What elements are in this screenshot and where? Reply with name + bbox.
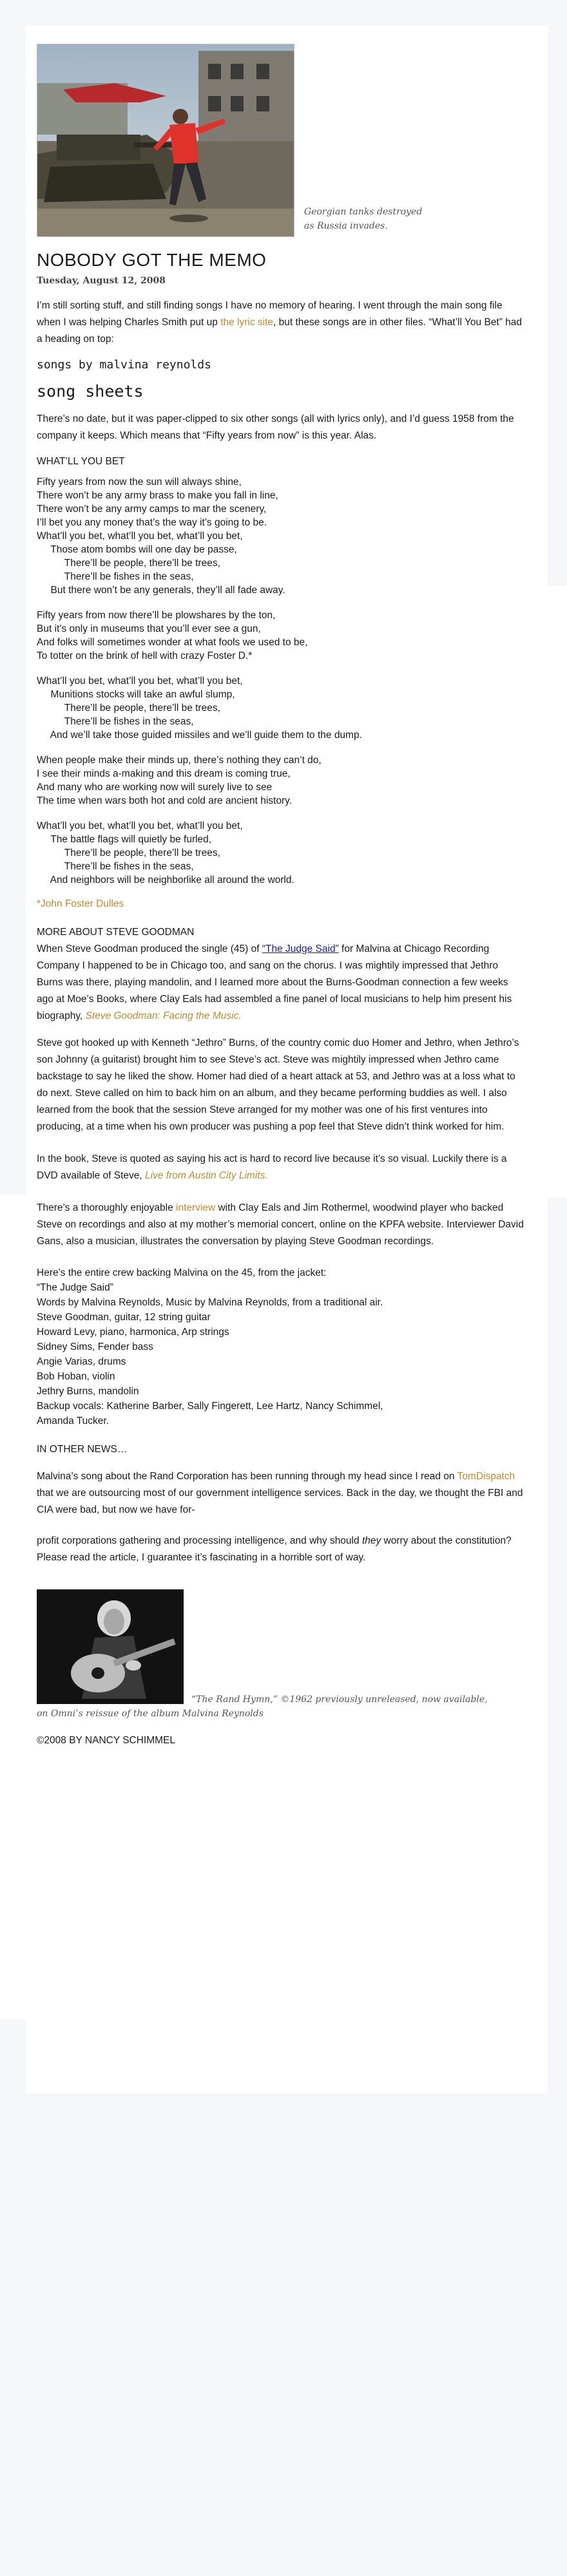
crew-line: “The Judge Said” (37, 1282, 113, 1293)
rand-hymn-caption-line-1: “The Rand Hymn,” ©1962 previously unreleased, now available, (191, 1694, 488, 1705)
crew-line: Backup vocals: Katherine Barber, Sally Fingerett, Lee Hartz, Nancy Schimmel, (37, 1401, 383, 1412)
goodman-paragraph-4 (37, 1200, 526, 1250)
copyright-footer: ©2008 BY NANCY SCHIMMEL (37, 1735, 176, 1746)
goodman-paragraph-1 (37, 941, 526, 1025)
crew-line: Words by Malvina Reynolds, Music by Malvina Reynolds, from a traditional air. (37, 1297, 383, 1308)
news-p2-text-b: worry about the constitution? Please read the article, I guarantee it’s fascinating in a horrible sort of way. (37, 1535, 512, 1563)
news-p2-emphasis: they (361, 1535, 381, 1546)
news-paragraph-2 (37, 1533, 526, 1566)
malvina-guitar-photo (37, 1589, 184, 1704)
crew-line: Amanda Tucker. (37, 1416, 110, 1426)
goodman-p1-text-b: for Malvina at Chicago Recording Company I happened to be in Chicago too, and sang on the chorus. I was mightily impressed that Jethro Burns was there, playing mandolin, and I learned more about the Burns-Goodman connection a few weeks ago at Moe’s Books, where Clay Eals had assembled a fine panel of local musicians to help him present his biography, (37, 943, 512, 1021)
goodman-p4-text-b: with Clay Eals and Jim Rothermel, woodwind player who backed Steve on recordings and also at my mother’s memorial concert, online on the KPFA website. Interviewer David Gans, also a musician, illustrates the conversation by playing Steve Goodman recordings. (37, 1202, 524, 1247)
crew-line: Jethry Burns, mandolin (37, 1386, 139, 1397)
goodman-paragraph-2: Steve got hooked up with Kenneth “Jethro” Burns, of the country comic duo Homer and Jethro, when Jethro’s son Johnny (a guitarist) brought him to see Steve’s act. Steve was mightily impressed when Jethro came backstage to say he liked the show. Homer had died of a heart attack at 53, and Jethro was at a loss what to do next. Steve called on him to back him on an album, and they became performing buddies as well. I also learned from the book that the session Steve arranged for my mother was one of his first ventures into producing, at a time when his own producer was pushing a pop feel that Steve didn’t think worked for him. (37, 1037, 519, 1132)
handwritten-heading-big: song sheets (37, 382, 144, 401)
song-title: WHAT’LL YOU BET (37, 456, 125, 467)
news-p1-text-b: that we are outsourcing most of our government intelligence services. Back in the day, we thought the FBI and CIA were bad, but now we have for- (37, 1488, 523, 1515)
crew-line: Bob Hoban, violin (37, 1371, 115, 1382)
intro-paragraph (37, 298, 526, 348)
news-heading: IN OTHER NEWS… (37, 1444, 128, 1455)
rand-hymn-caption-line-2: on Omni’s reissue of the album Malvina Reynolds (37, 1709, 264, 1719)
handwritten-heading-small: songs by malvina reynolds (37, 358, 211, 372)
photo-caption-line-2: as Russia invades. (304, 221, 388, 231)
intro-text-b: , but these songs are in other files. “What’ll You Bet” had a heading on top: (37, 317, 523, 345)
news-p2-text-a: profit corporations gathering and processing intelligence, and why should (37, 1535, 362, 1546)
malvina-guitar-photo-art (37, 1589, 184, 1704)
crew-intro: Here’s the entire crew backing Malvina on the 45, from the jacket: (37, 1267, 327, 1278)
no-date-paragraph: There’s no date, but it was paper-clipped to six other songs (all with lyrics only), and I’d guess 1958 from the company it keeps. Which means that “Fifty years from now” is this year. Alas. (37, 413, 514, 441)
header-photo-row (37, 44, 526, 243)
photo-caption-line-1: Georgian tanks destroyed (304, 207, 423, 217)
photo-caption (304, 205, 433, 233)
tank-photo-art (37, 44, 294, 237)
lyric-verse-5: What’ll you bet, what’ll you bet, what’ll you bet, The battle flags will quietly be furled, There’ll be people, there’ll be trees, There’ll be fishes in the seas, And neighbors will be neighborlike all around the world. (37, 820, 294, 886)
goodman-p4-text-a: There’s a thoroughly enjoyable (37, 1202, 176, 1213)
tank-photo (37, 44, 294, 237)
news-p1-text-a: Malvina’s song about the Rand Corporation has been running through my head since I read on (37, 1471, 457, 1482)
goodman-p3-text-a: In the book, Steve is quoted as saying his act is hard to record live because it’s so visual. Luckily there is a DVD available of Steve, (37, 1153, 507, 1181)
tomdispatch-link[interactable]: TomDispatch (457, 1471, 515, 1482)
lyric-verse-2: Fifty years from now there’ll be plowshares by the ton, But it’s only in museums that you’ll ever see a gun, And folks will sometimes wonder at what fools we used to be, To totter on the brink of hell with crazy Foster D.* (37, 610, 308, 661)
post-title: NOBODY GOT THE MEMO (37, 250, 267, 270)
judge-said-link[interactable]: “The Judge Said” (262, 943, 339, 954)
rand-hymn-block (37, 1589, 526, 1721)
post-date: Tuesday, August 12, 2008 (37, 276, 166, 286)
facing-the-music-link[interactable]: Steve Goodman: Facing the Music. (85, 1010, 242, 1021)
goodman-p1-text-a: When Steve Goodman produced the single (45) of (37, 943, 262, 954)
crew-line: Steve Goodman, guitar, 12 string guitar (37, 1312, 211, 1323)
crew-line: Sidney Sims, Fender bass (37, 1341, 153, 1352)
crew-line: Angie Varias, drums (37, 1356, 126, 1367)
blog-page (26, 26, 548, 2093)
intro-text-a: I’m still sorting stuff, and still finding songs I have no memory of hearing. I went through the main song file when I was helping Charles Smith put up (37, 300, 503, 328)
interview-link[interactable]: interview (176, 1202, 216, 1213)
news-paragraph-1 (37, 1468, 526, 1519)
lyric-verse-1: Fifty years from now the sun will always shine, There won’t be any army brass to make you fall in line, There won’t be any army camps to mar the scenery, I’ll bet you any money that’s the way it’s going to be. What’ll you bet, what’ll you bet, what’ll you bet, Those atom bombs will one day be passe, There’ll be people, there’ll be trees, There’ll be fishes in the seas, But there won’t be any generals, they’ll all fade away. (37, 477, 285, 596)
lyric-site-link[interactable]: the lyric site (220, 317, 274, 328)
rand-hymn-caption (37, 1692, 526, 1721)
lyric-verse-4: When people make their minds up, there’s nothing they can’t do, I see their minds a-making and this dream is coming true, And many who are working now will surely live to see The time when wars both hot and cold are ancient history. (37, 755, 322, 806)
austin-city-limits-link[interactable]: Live from Austin City Limits. (145, 1170, 268, 1181)
post-column (37, 44, 526, 1747)
crew-line: Howard Levy, piano, harmonica, Arp strings (37, 1327, 229, 1338)
goodman-heading: MORE ABOUT STEVE GOODMAN (37, 927, 195, 938)
crew-list (37, 1265, 526, 1428)
lyric-verse-3: What’ll you bet, what’ll you bet, what’ll you bet, Munitions stocks will take an awful slump, There’ll be people, there’ll be trees, There’ll be fishes in the seas, And we’ll take those guided missiles and we’ll guide them to the dump. (37, 676, 362, 741)
lyric-footnote: *John Foster Dulles (37, 898, 124, 909)
goodman-paragraph-3 (37, 1151, 526, 1184)
